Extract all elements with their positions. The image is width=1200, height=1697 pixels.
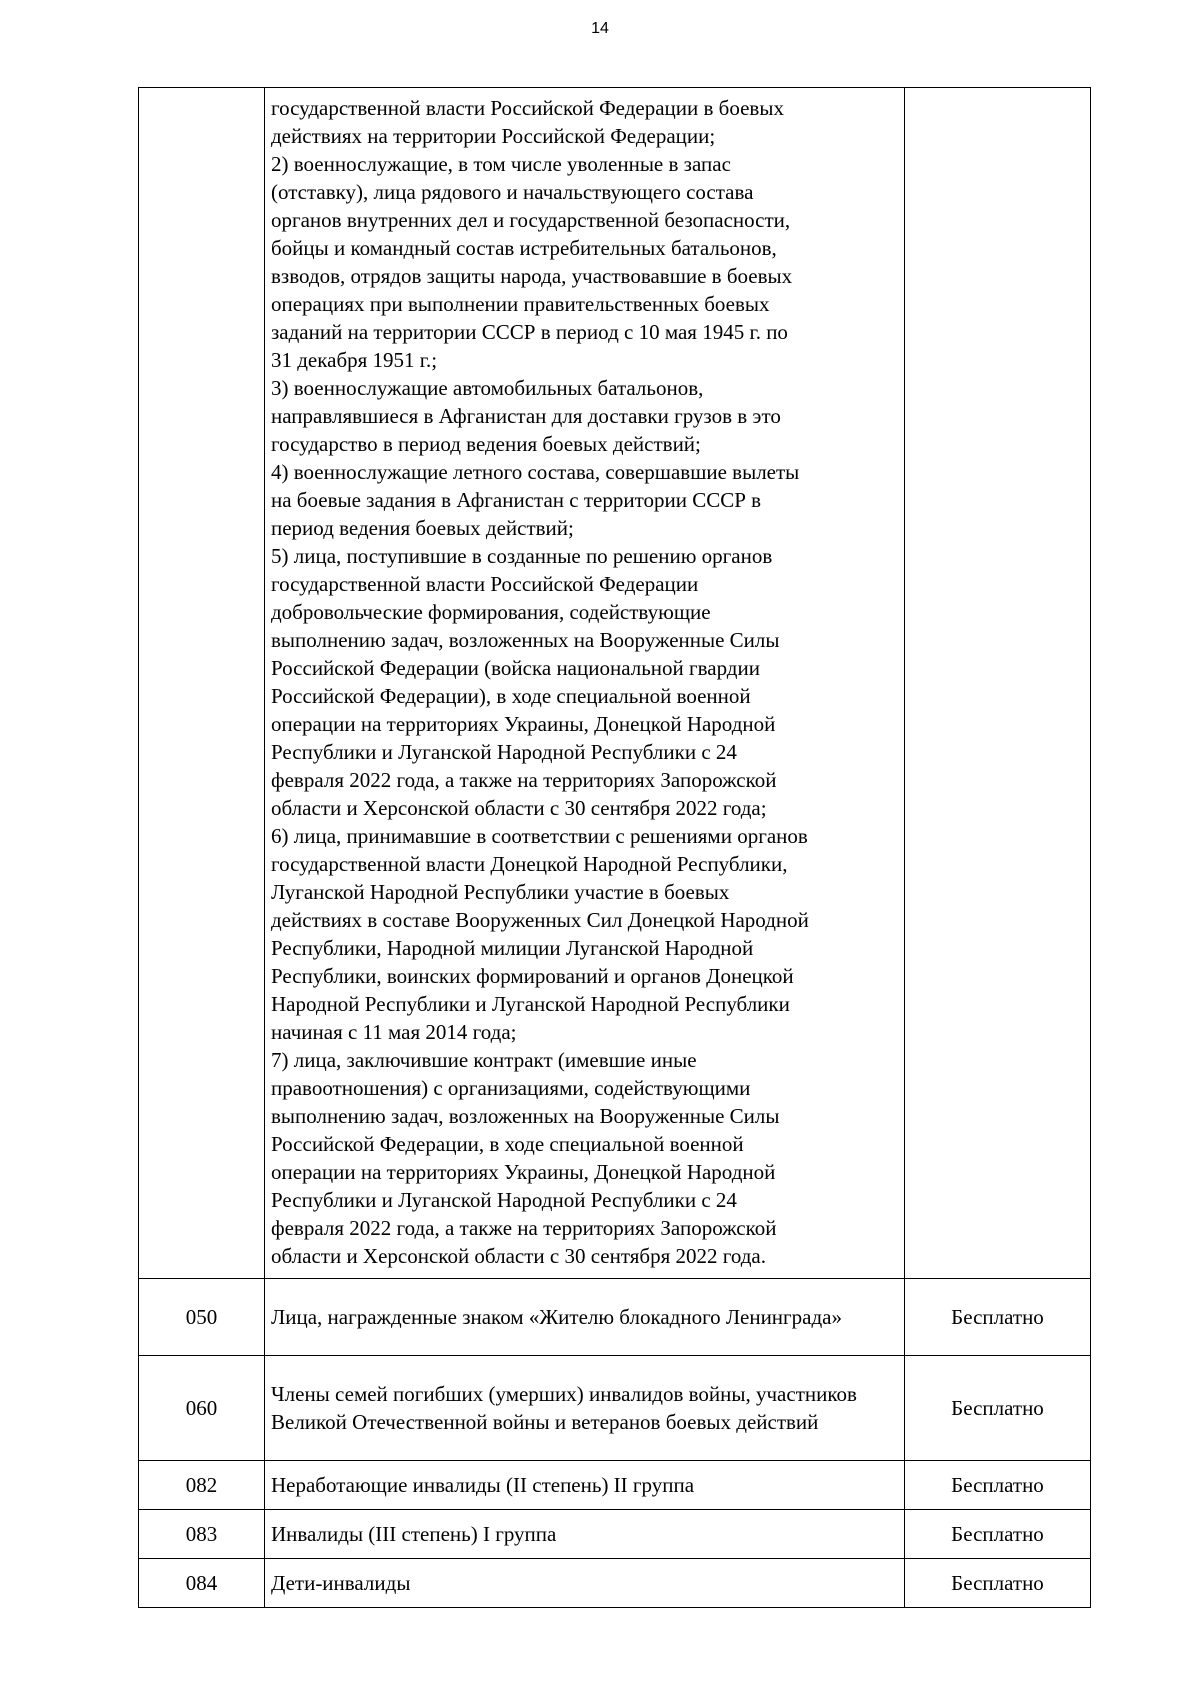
row-code: 082 (139, 1461, 265, 1510)
description-line: государство в период ведения боевых действий; (271, 432, 701, 456)
description-line: Республики, воинских формирований и органов Донецкой (271, 964, 794, 988)
row-price: Бесплатно (905, 1461, 1091, 1510)
row-description: Инвалиды (III степень) I группа (265, 1510, 905, 1559)
row-description: Члены семей погибших (умерших) инвалидов войны, участников Великой Отечественной войны и ветеранов боевых действий (265, 1356, 905, 1461)
row-description (265, 88, 905, 1279)
row-price: Бесплатно (905, 1510, 1091, 1559)
description-line: государственной власти Донецкой Народной Республики, (271, 852, 788, 876)
description-line: государственной власти Российской Федерации в боевых (271, 96, 784, 120)
description-line: Народной Республики и Луганской Народной Республики (271, 992, 790, 1016)
table-row (139, 1279, 1091, 1356)
description-line: период ведения боевых действий; (271, 516, 574, 540)
description-line: государственной власти Российской Федерации (271, 572, 699, 596)
description-line: Российской Федерации (войска национальной гвардии (271, 656, 760, 680)
description-line: органов внутренних дел и государственной безопасности, (271, 208, 791, 232)
row-code (139, 88, 265, 1279)
description-line: взводов, отрядов защиты народа, участвовавшие в боевых (271, 264, 793, 288)
table-row (139, 1510, 1091, 1559)
description-line: 31 декабря 1951 г.; (271, 348, 438, 372)
table-row (139, 1461, 1091, 1510)
table-row (139, 88, 1091, 1279)
description-line: на боевые задания в Афганистан с территории СССР в (271, 488, 762, 512)
row-code: 050 (139, 1279, 265, 1356)
description-line: действиях в составе Вооруженных Сил Донецкой Народной (271, 908, 809, 932)
description-line: направлявшиеся в Афганистан для доставки грузов в это (271, 404, 781, 428)
description-line: добровольческие формирования, содействующие (271, 600, 711, 624)
description-line: 2) военнослужащие, в том числе уволенные в запас (271, 152, 731, 176)
description-line: Российской Федерации, в ходе специальной военной (271, 1132, 744, 1156)
row-price: Бесплатно (905, 1356, 1091, 1461)
page-number: 14 (591, 20, 609, 37)
description-line: операции на территориях Украины, Донецкой Народной (271, 1160, 776, 1184)
description-line: области и Херсонской области с 30 сентября 2022 года. (271, 1244, 766, 1268)
description-line: области и Херсонской области с 30 сентября 2022 года; (271, 796, 767, 820)
row-price (905, 88, 1091, 1279)
description-line: Республики и Луганской Народной Республики с 24 (271, 1188, 737, 1212)
description-line: Луганской Народной Республики участие в боевых (271, 880, 730, 904)
description-line: февраля 2022 года, а также на территориях Запорожской (271, 1216, 777, 1240)
description-line: правоотношения) с организациями, содействующими (271, 1076, 751, 1100)
description-line: 3) военнослужащие автомобильных батальонов, (271, 376, 704, 400)
row-code: 083 (139, 1510, 265, 1559)
row-code: 060 (139, 1356, 265, 1461)
description-line: выполнению задач, возложенных на Вооруженные Силы (271, 628, 780, 652)
description-line: заданий на территории СССР в период с 10 мая 1945 г. по (271, 320, 788, 344)
description-line: бойцы и командный состав истребительных батальонов, (271, 236, 777, 260)
description-line: выполнению задач, возложенных на Вооруженные Силы (271, 1104, 780, 1128)
table-row (139, 1559, 1091, 1608)
description-line: операции на территориях Украины, Донецкой Народной (271, 712, 776, 736)
description-line: операциях при выполнении правительственных боевых (271, 292, 770, 316)
description-line: 4) военнослужащие летного состава, совершавшие вылеты (271, 460, 800, 484)
description-line: (отставку), лица рядового и начальствующего состава (271, 180, 754, 204)
row-description: Неработающие инвалиды (II степень) II группа (265, 1461, 905, 1510)
row-description: Лица, награжденные знаком «Жителю блокадного Ленинграда» (265, 1279, 905, 1356)
table-row (139, 1356, 1091, 1461)
row-price: Бесплатно (905, 1279, 1091, 1356)
description-line: февраля 2022 года, а также на территориях Запорожской (271, 768, 777, 792)
benefits-table (138, 87, 1091, 1608)
description-line: Российской Федерации), в ходе специальной военной (271, 684, 751, 708)
description-line: начиная с 11 мая 2014 года; (271, 1020, 517, 1044)
description-line: Республики и Луганской Народной Республики с 24 (271, 740, 737, 764)
description-line: Республики, Народной милиции Луганской Народной (271, 936, 754, 960)
description-line: 5) лица, поступившие в созданные по решению органов (271, 544, 773, 568)
description-line: действиях на территории Российской Федерации; (271, 124, 716, 148)
description-line: 7) лица, заключившие контракт (имевшие иные (271, 1048, 697, 1072)
description-line: 6) лица, принимавшие в соответствии с решениями органов (271, 824, 808, 848)
row-description: Дети-инвалиды (265, 1559, 905, 1608)
row-code: 084 (139, 1559, 265, 1608)
row-price: Бесплатно (905, 1559, 1091, 1608)
